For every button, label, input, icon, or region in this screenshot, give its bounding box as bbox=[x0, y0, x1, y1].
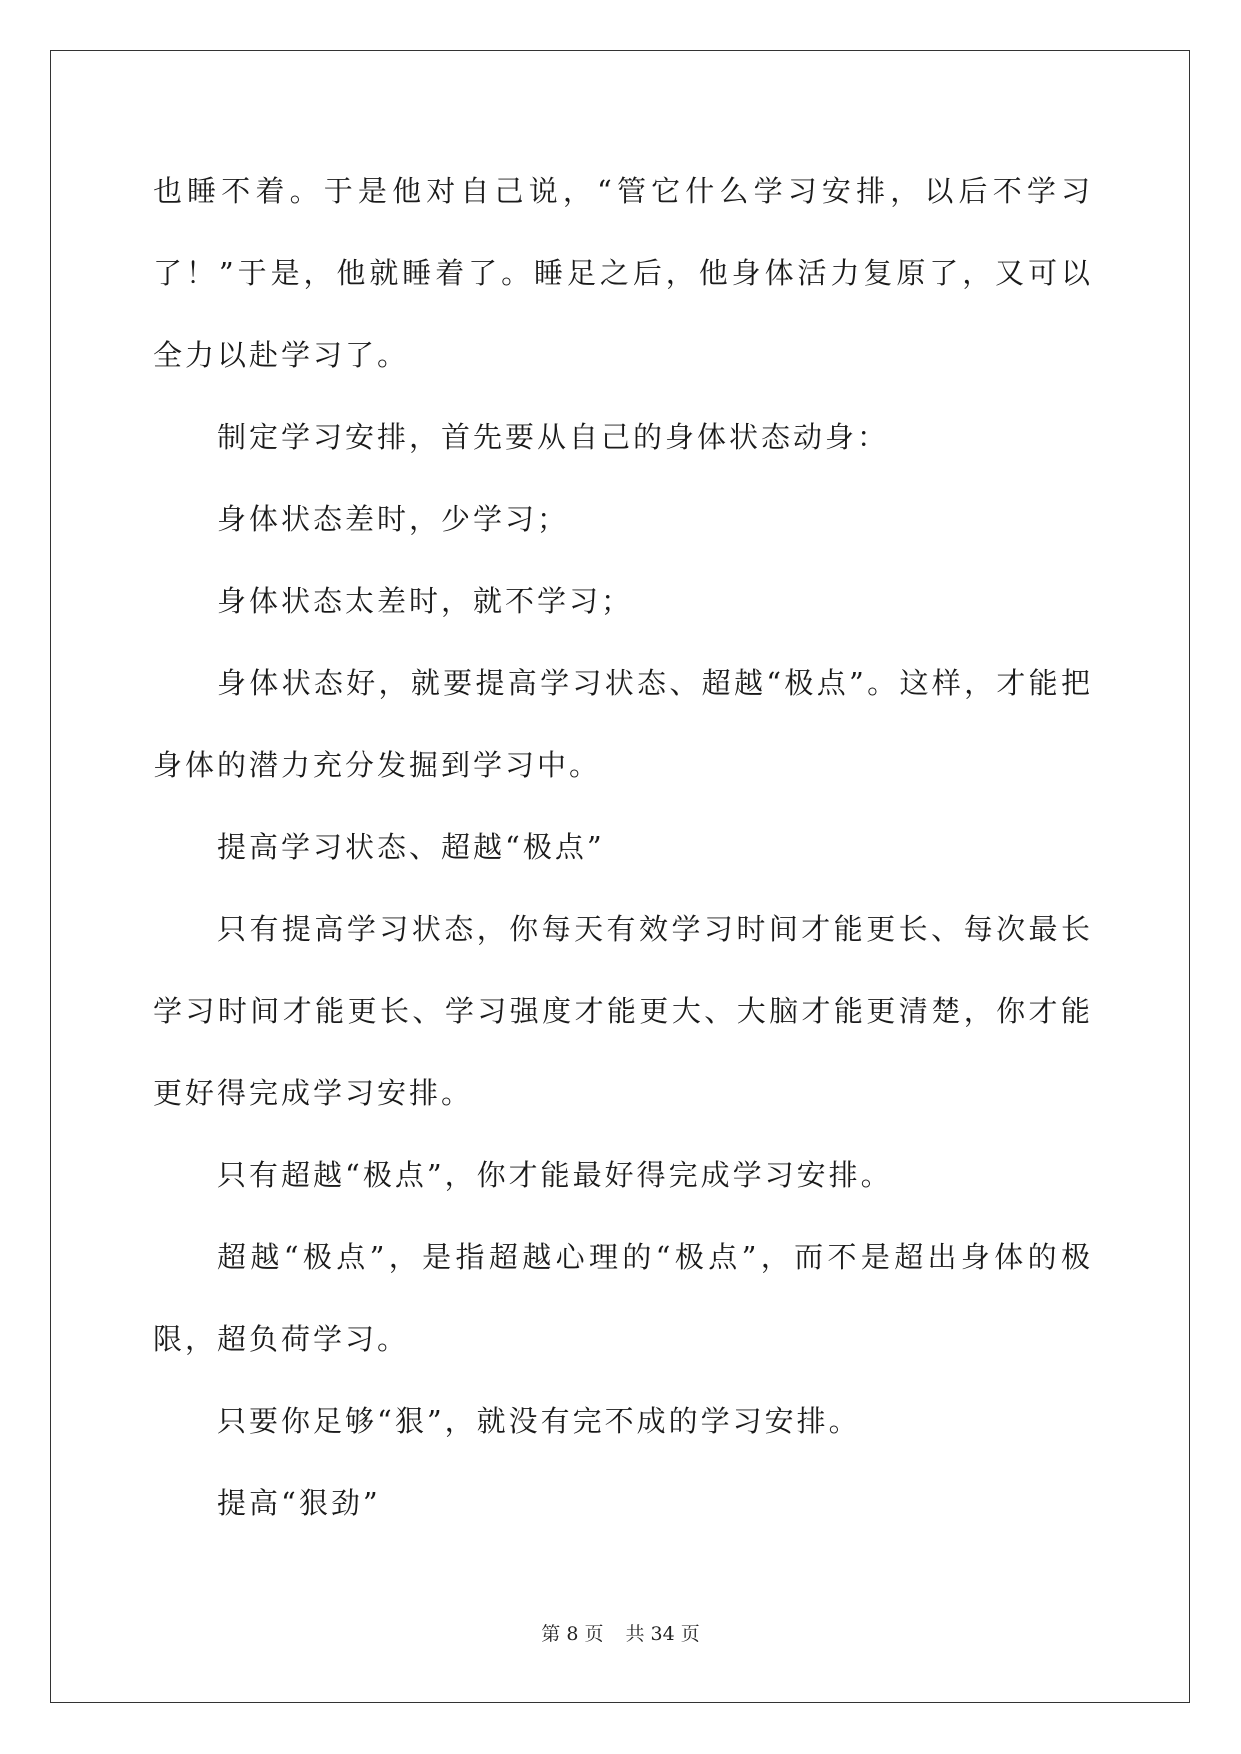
paragraph-9: 只要你足够“狠”，就没有完不成的学习安排。 bbox=[217, 1404, 861, 1438]
paragraph-1: 也睡不着。于是他对自己说，“管它什么学习安排，以后不学习了！”于是，他就睡着了。睡足之后，他身体活力复原了，又可以全力以赴学习了。 bbox=[153, 174, 1093, 372]
page-footer bbox=[0, 1622, 1241, 1646]
page-number: 第 8 页 bbox=[541, 1623, 604, 1645]
paragraph-5: 身体状态好，就要提高学习状态、超越“极点”。这样，才能把身体的潜力充分发掘到学习中。 bbox=[153, 666, 1093, 782]
paragraph-4: 身体状态太差时，就不学习； bbox=[217, 584, 634, 618]
page-total: 共 34 页 bbox=[625, 1623, 700, 1645]
paragraph-7: 只有超越“极点”，你才能最好得完成学习安排。 bbox=[217, 1158, 893, 1192]
section-heading-1: 提高学习状态、超越“极点” bbox=[217, 830, 605, 864]
section-heading-2: 提高“狠劲” bbox=[217, 1486, 381, 1520]
paragraph-6: 只有提高学习状态，你每天有效学习时间才能更长、每次最长学习时间才能更长、学习强度才能更大、大脑才能更清楚，你才能更好得完成学习安排。 bbox=[153, 912, 1093, 1110]
paragraph-2: 制定学习安排，首先要从自己的身体状态动身： bbox=[217, 420, 890, 454]
paragraph-3: 身体状态差时，少学习； bbox=[217, 502, 570, 536]
document-body bbox=[153, 150, 1093, 1544]
paragraph-8: 超越“极点”，是指超越心理的“极点”，而不是超出身体的极限，超负荷学习。 bbox=[153, 1240, 1093, 1356]
